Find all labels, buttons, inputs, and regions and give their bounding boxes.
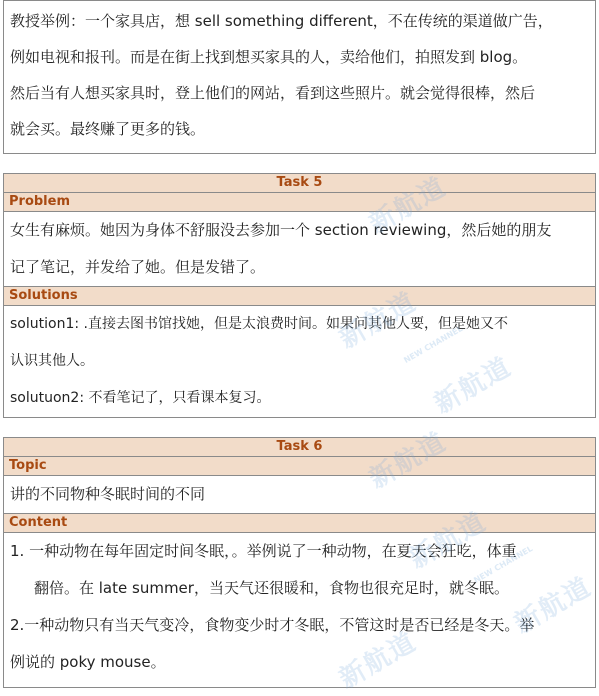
solution-line-2: 认识其他人。	[10, 353, 94, 369]
problem-line-2: 记了笔记，并发给了她。但是发错了。	[10, 258, 266, 276]
content-line-4: 例说的 poky mouse。	[10, 653, 166, 671]
watermark-logo: 新航道	[334, 626, 423, 695]
task6-box	[3, 437, 596, 688]
intro-line-2: 例如电视和报刊。而是在街上找到想买家具的人，卖给他们，拍照发到 blog。	[10, 48, 528, 66]
watermark-logo: 新航道	[364, 426, 453, 495]
watermark-sub: NEW CHANNEL	[472, 543, 535, 586]
watermark-logo: 新航道	[364, 171, 453, 240]
topic-text: 讲的不同物种冬眠时间的不同	[10, 485, 206, 503]
intro-line-3: 然后当有人想买家具时，登上他们的网站，看到这些照片。就会觉得很棒，然后	[10, 84, 536, 102]
solution-line-3: solutuon2: 不看笔记了，只看课本复习。	[10, 390, 271, 406]
solutions-label: Solutions	[4, 286, 595, 306]
solution-line-1: solution1: .直接去图书馆找她，但是太浪费时间。如果问其他人要，但是她又不	[10, 316, 508, 332]
task5-title: Task 5	[4, 174, 595, 193]
watermark-logo: 新航道	[404, 506, 493, 575]
content-line-3: 2.一种动物只有当天气变冷，食物变少时才冬眠，不管这时是否已经是冬天。举	[10, 616, 535, 634]
content-line-1: 1. 一种动物在每年固定时间冬眠，。举例说了一种动物，在夏天会狂吃，体重	[10, 542, 517, 560]
intro-box	[3, 0, 596, 154]
watermark-logo: 新航道	[509, 571, 598, 640]
intro-line-1: 教授举例：一个家具店，想 sell something different，不在传统的渠道做广告，	[10, 12, 553, 30]
problem-line-1: 女生有麻烦。她因为身体不舒服没去参加一个 section reviewing，然后她的朋友	[10, 221, 552, 239]
watermark-logo: 新航道	[334, 286, 423, 355]
intro-line-4: 就会买。最终赚了更多的钱。	[10, 120, 206, 138]
problem-label: Problem	[4, 193, 595, 212]
task5-box	[3, 173, 596, 418]
content-line-2: 翻倍。在 late summer，当天气还很暖和，食物也很充足时，就冬眠。	[34, 579, 509, 597]
topic-label: Topic	[4, 457, 595, 476]
task6-title: Task 6	[4, 438, 595, 457]
content-label: Content	[4, 513, 595, 533]
watermark-sub: NEW CHANNEL	[402, 323, 465, 366]
watermark-logo: 新航道	[429, 351, 518, 420]
